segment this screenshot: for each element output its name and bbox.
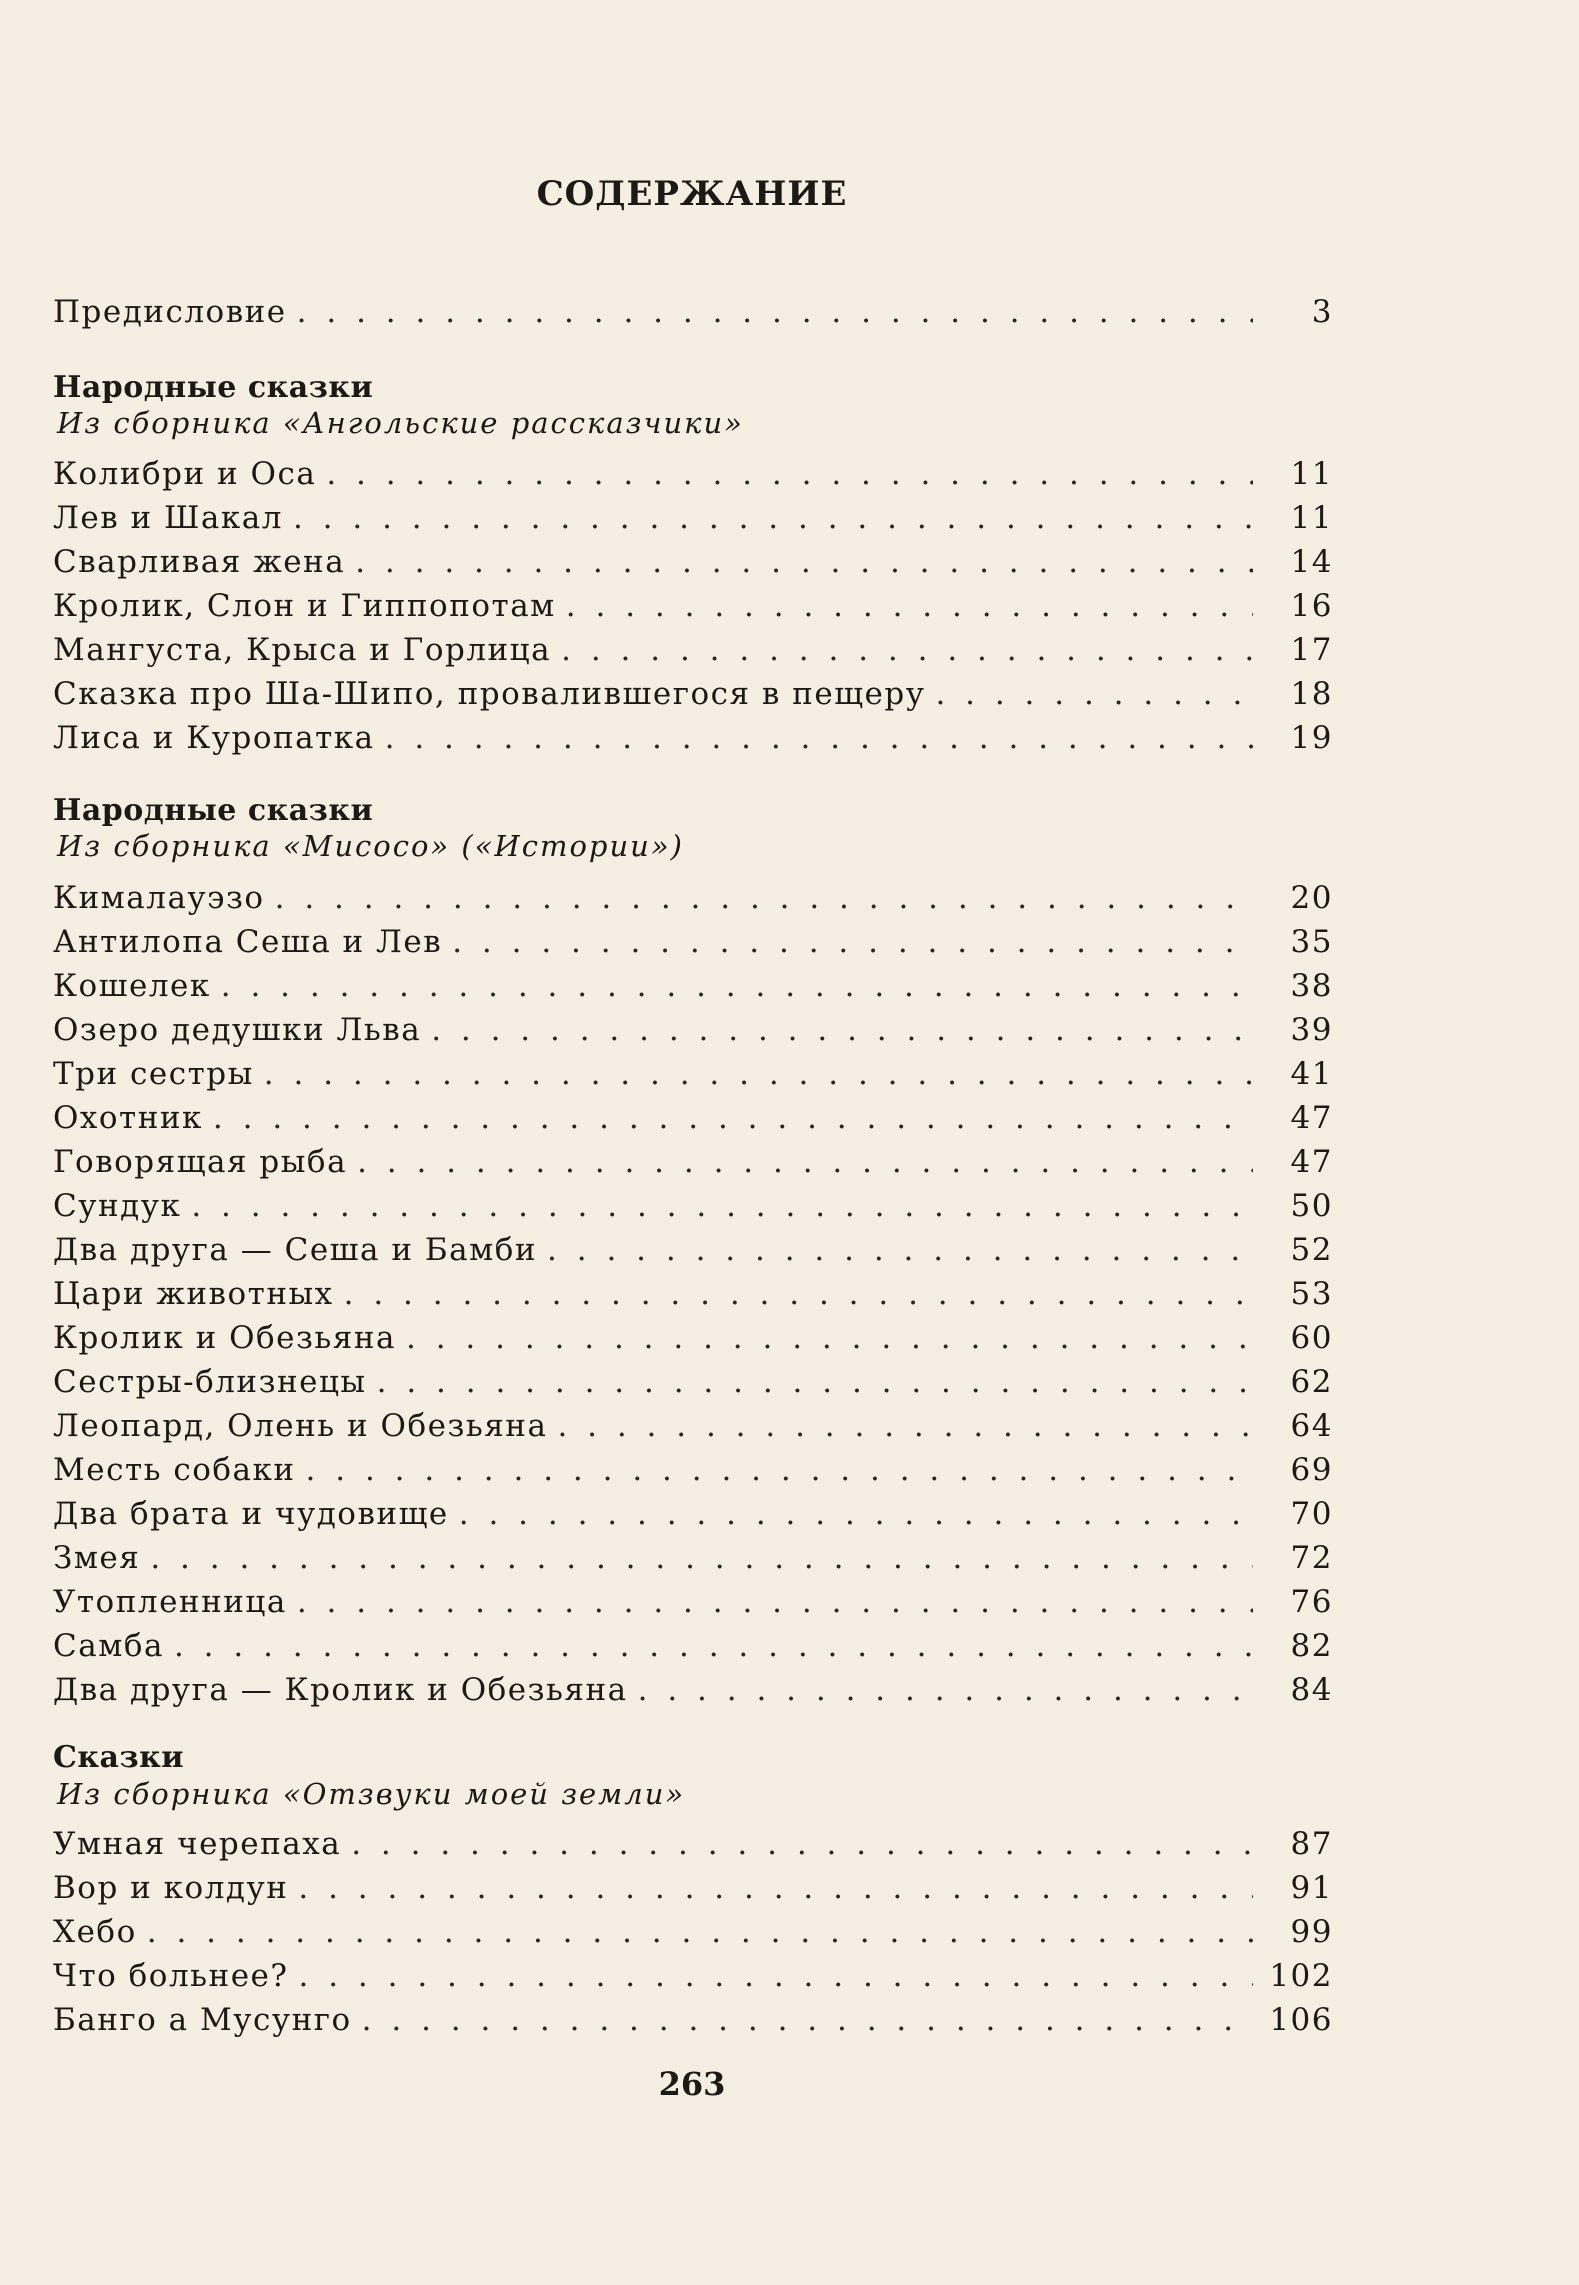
section-subheading: Из сборника «Отзвуки моей земли» — [57, 1777, 686, 1811]
dot-leader — [221, 964, 1253, 1008]
dot-leader — [344, 1272, 1253, 1316]
toc-entry-label: Озеро дедушки Льва — [53, 1012, 422, 1048]
toc-entry-page: 84 — [1290, 1672, 1333, 1708]
toc-entry — [53, 540, 1333, 584]
toc-entry — [53, 716, 1333, 760]
toc-entry-page: 3 — [1311, 294, 1333, 330]
dot-leader — [557, 1404, 1253, 1448]
dot-leader — [385, 716, 1253, 760]
dot-leader — [561, 628, 1253, 672]
toc-entry-label: Колибри и Оса — [53, 456, 317, 492]
toc-entry-label: Сварливая жена — [53, 544, 346, 580]
toc-entry-label: Кошелек — [53, 968, 211, 1004]
toc-entry — [53, 1316, 1333, 1360]
page-number: 263 — [658, 2065, 726, 2103]
dot-leader — [150, 1536, 1253, 1580]
toc-entry-page: 38 — [1290, 968, 1333, 1004]
toc-entry — [53, 876, 1333, 920]
toc-entry-page: 20 — [1290, 880, 1333, 916]
toc-entry — [53, 672, 1333, 716]
toc-entry-preface — [53, 290, 1333, 334]
toc-entry-label: Охотник — [53, 1100, 203, 1136]
toc-entry — [53, 1998, 1333, 2042]
toc-entry-page: 18 — [1290, 676, 1333, 712]
section-subheading: Из сборника «Ангольские рассказчики» — [57, 406, 744, 440]
toc-entry-page: 52 — [1290, 1232, 1333, 1268]
toc-entry-label: Кролик и Обезьяна — [53, 1320, 397, 1356]
toc-entry-label: Два друга — Кролик и Обезьяна — [53, 1672, 628, 1708]
toc-entry — [53, 1624, 1333, 1668]
dot-leader — [147, 1910, 1253, 1954]
toc-entry-label: Самба — [53, 1628, 164, 1664]
toc-entry — [53, 1492, 1333, 1536]
dot-leader — [213, 1096, 1253, 1140]
toc-entry-label: Сказка про Ша-Шипо, провалившегося в пещеру — [53, 676, 926, 712]
toc-entry — [53, 1360, 1333, 1404]
toc-entry-page: 39 — [1290, 1012, 1333, 1048]
toc-entry-label: Вор и колдун — [53, 1870, 289, 1906]
dot-leader — [638, 1668, 1253, 1712]
dot-leader — [431, 1008, 1253, 1052]
section-heading: Народные сказки — [53, 370, 374, 405]
toc-entry-page: 72 — [1290, 1540, 1333, 1576]
toc-entry — [53, 452, 1333, 496]
page-title: СОДЕРЖАНИЕ — [536, 174, 848, 214]
dot-leader — [547, 1228, 1253, 1272]
toc-entry-page: 19 — [1290, 720, 1333, 756]
toc-entry-page: 87 — [1290, 1826, 1333, 1862]
toc-entry-label: Хебо — [53, 1914, 137, 1950]
toc-entry — [53, 1536, 1333, 1580]
toc-entry-page: 106 — [1269, 2002, 1333, 2038]
dot-leader — [299, 1954, 1254, 1998]
dot-leader — [297, 1580, 1253, 1624]
toc-entry — [53, 1140, 1333, 1184]
toc-entry — [53, 1096, 1333, 1140]
toc-entry-label: Два друга — Сеша и Бамби — [53, 1232, 538, 1268]
toc-entry-label: Мангуста, Крыса и Горлица — [53, 632, 552, 668]
dot-leader — [357, 1140, 1253, 1184]
toc-entry — [53, 584, 1333, 628]
toc-entry-label: Кролик, Слон и Гиппопотам — [53, 588, 556, 624]
toc-entry-page: 41 — [1290, 1056, 1333, 1092]
dot-leader — [191, 1184, 1253, 1228]
dot-leader — [298, 1866, 1253, 1910]
toc-entry — [53, 1580, 1333, 1624]
toc-entry-label: Лиса и Куропатка — [53, 720, 375, 756]
toc-entry-page: 62 — [1290, 1364, 1333, 1400]
toc-entry-page: 70 — [1290, 1496, 1333, 1532]
toc-entry-page: 47 — [1290, 1144, 1333, 1180]
toc-entry — [53, 1228, 1333, 1272]
toc-entry — [53, 496, 1333, 540]
dot-leader — [377, 1360, 1253, 1404]
dot-leader — [566, 584, 1253, 628]
toc-entry-page: 11 — [1290, 500, 1333, 536]
toc-entry-page: 35 — [1290, 924, 1333, 960]
toc-entry-label: Цари животных — [53, 1276, 334, 1312]
toc-entry-page: 16 — [1290, 588, 1333, 624]
dot-leader — [452, 920, 1253, 964]
toc-entry-label: Два брата и чудовище — [53, 1496, 449, 1532]
toc-entry-label: Умная черепаха — [53, 1826, 342, 1862]
toc-entry-label: Сундук — [53, 1188, 182, 1224]
toc-entry — [53, 628, 1333, 672]
toc-entry-page: 53 — [1290, 1276, 1333, 1312]
toc-entry-label: Сестры-близнецы — [53, 1364, 367, 1400]
toc-entry-label: Месть собаки — [53, 1452, 296, 1488]
dot-leader — [293, 496, 1253, 540]
toc-entry-page: 102 — [1269, 1958, 1333, 1994]
toc-entry — [53, 1272, 1333, 1316]
toc-entry-label: Что больнее? — [53, 1958, 289, 1994]
dot-leader — [459, 1492, 1253, 1536]
toc-entry-page: 64 — [1290, 1408, 1333, 1444]
toc-entry-label: Антилопа Сеша и Лев — [53, 924, 443, 960]
dot-leader — [935, 672, 1253, 716]
toc-entry — [53, 1668, 1333, 1712]
toc-entry-label: Леопард, Олень и Обезьяна — [53, 1408, 548, 1444]
dot-leader — [406, 1316, 1253, 1360]
dot-leader — [355, 540, 1253, 584]
toc-entry-page: 50 — [1290, 1188, 1333, 1224]
toc-entry-page: 82 — [1290, 1628, 1333, 1664]
toc-entry-page: 17 — [1290, 632, 1333, 668]
toc-entry — [53, 1866, 1333, 1910]
toc-entry-page: 47 — [1290, 1100, 1333, 1136]
section-heading: Народные сказки — [53, 793, 374, 828]
toc-entry-label: Змея — [53, 1540, 141, 1576]
toc-entry — [53, 1008, 1333, 1052]
toc-entry-label: Предисловие — [53, 294, 287, 330]
toc-entry — [53, 964, 1333, 1008]
toc-entry — [53, 1954, 1333, 1998]
toc-entry-label: Лев и Шакал — [53, 500, 283, 536]
dot-leader — [275, 876, 1253, 920]
toc-entry — [53, 1184, 1333, 1228]
dot-leader — [362, 1998, 1253, 2042]
toc-entry-page: 60 — [1290, 1320, 1333, 1356]
toc-entry-label: Говорящая рыба — [53, 1144, 348, 1180]
toc-entry — [53, 1052, 1333, 1096]
toc-entry-label: Утопленница — [53, 1584, 287, 1620]
toc-entry — [53, 1404, 1333, 1448]
toc-entry-page: 91 — [1290, 1870, 1333, 1906]
toc-entry-label: Кималауэзо — [53, 880, 265, 916]
toc-entry-label: Три сестры — [53, 1056, 254, 1092]
toc-entry-page: 76 — [1290, 1584, 1333, 1620]
dot-leader — [351, 1822, 1253, 1866]
toc-entry — [53, 1910, 1333, 1954]
dot-leader — [174, 1624, 1253, 1668]
toc-entry-page: 99 — [1290, 1914, 1333, 1950]
section-heading: Сказки — [53, 1740, 185, 1775]
toc-entry — [53, 1822, 1333, 1866]
toc-entry-page: 14 — [1290, 544, 1333, 580]
section-subheading: Из сборника «Мисосо» («Истории») — [57, 829, 684, 863]
toc-entry — [53, 1448, 1333, 1492]
dot-leader — [326, 452, 1253, 496]
dot-leader — [306, 1448, 1253, 1492]
dot-leader — [264, 1052, 1253, 1096]
dot-leader — [297, 290, 1253, 334]
toc-entry-page: 11 — [1290, 456, 1333, 492]
toc-entry-label: Банго а Мусунго — [53, 2002, 352, 2038]
toc-entry — [53, 920, 1333, 964]
toc-entry-page: 69 — [1290, 1452, 1333, 1488]
